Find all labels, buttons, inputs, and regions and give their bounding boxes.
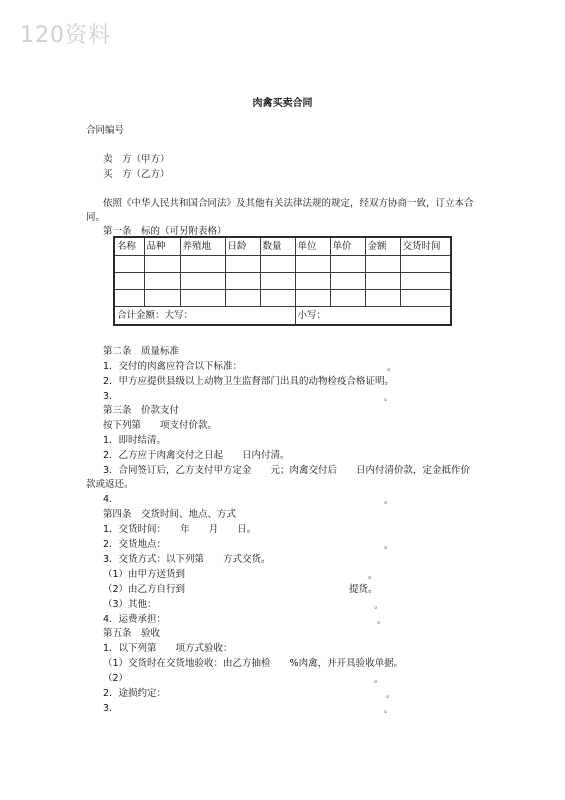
- article-4-item-3: 3．交货方式：以下列第 方式交货。: [103, 554, 271, 565]
- blank-end-mark: 。: [384, 705, 394, 715]
- blank-end-mark: 。: [384, 496, 394, 506]
- article-3-item-4: 4．: [103, 494, 119, 505]
- blank-end-mark: 。: [374, 601, 384, 611]
- table-cell: [365, 290, 400, 307]
- blank-end-mark: 。: [387, 363, 397, 373]
- article-3-item-3: 3．合同签订后，乙方支付甲方定金 元；肉禽交付后 日内付清价款，定金抵作价: [103, 465, 471, 476]
- table-header-cell: 名称: [114, 237, 144, 256]
- total-amount-figures-label: 小写：: [295, 307, 451, 326]
- table-cell: [180, 290, 225, 307]
- table-cell: [144, 290, 180, 307]
- table-cell: [260, 273, 295, 290]
- table-cell: [365, 273, 400, 290]
- article-2-item-2: 2．甲方应提供县级以上动物卫生监督部门出具的动物检疫合格证明。: [103, 376, 395, 387]
- table-cell: [225, 273, 260, 290]
- table-cell: [260, 256, 295, 273]
- article-4-title: 第四条 交货时间、地点、方式: [103, 509, 237, 520]
- table-cell: [180, 256, 225, 273]
- table-cell: [114, 273, 144, 290]
- article-5-option-2: （2）: [103, 673, 129, 684]
- article-3-intro: 按下列第 项支付价款。: [103, 420, 218, 431]
- article-3-item-3-cont: 款或返还。: [86, 479, 134, 490]
- article-3-item-1: 1．即时结清。: [103, 435, 167, 446]
- article-2-item-3: 3．: [103, 391, 119, 402]
- table-cell: [400, 256, 451, 273]
- table-header-cell: 金额: [365, 237, 400, 256]
- article-1-title: 第一条 标的（可另附表格）: [103, 226, 227, 237]
- contract-number-label: 合同编号: [86, 125, 125, 136]
- article-4-item-4: 4．运费承担：: [103, 614, 167, 625]
- table-header-cell: 日龄: [225, 237, 260, 256]
- table-cell: [295, 273, 330, 290]
- table-cell: [225, 290, 260, 307]
- article-2-item-1: 1．交付的肉禽应符合以下标准：: [103, 361, 243, 372]
- table-cell: [330, 256, 365, 273]
- blank-end-mark: 。: [384, 541, 394, 551]
- table-total-row: [114, 307, 451, 326]
- article-5-title: 第五条 验收: [103, 628, 161, 639]
- table-cell: [180, 273, 225, 290]
- blank-end-mark: 。: [377, 616, 387, 626]
- table-cell: [114, 290, 144, 307]
- article-5-item-2: 2．途损约定：: [103, 688, 167, 699]
- blank-end-mark: 。: [384, 393, 394, 403]
- article-4-option-1: （1）由甲方送货到: [103, 569, 186, 580]
- table-header-cell: 交货时间: [400, 237, 451, 256]
- article-3-title: 第三条 价款支付: [103, 405, 180, 416]
- table-header-cell: 数量: [260, 237, 295, 256]
- article-4-option-2-end: 提货。: [349, 584, 378, 595]
- table-header-cell: 品种: [144, 237, 180, 256]
- table-cell: [225, 256, 260, 273]
- article-2-title: 第二条 质量标准: [103, 346, 180, 357]
- blank-end-mark: 。: [368, 571, 378, 581]
- document-title: 肉禽买卖合同: [252, 98, 313, 109]
- intro-line-2: 同。: [86, 212, 106, 223]
- table-cell: [365, 256, 400, 273]
- table-cell: [330, 273, 365, 290]
- table-cell: [114, 256, 144, 273]
- seller-label: 卖 方（甲方）: [103, 154, 170, 165]
- table-cell: [295, 290, 330, 307]
- article-3-item-2: 2．乙方应于肉禽交付之日起 日内付清。: [103, 450, 290, 461]
- total-amount-uppercase-label: 合计金额：大写：: [114, 307, 295, 326]
- table-cell: [260, 290, 295, 307]
- blank-end-mark: 。: [386, 690, 396, 700]
- article-5-item-1: 1．以下列第 项方式验收：: [103, 643, 233, 654]
- table-row: [114, 290, 451, 307]
- article-5-item-3: 3．: [103, 703, 119, 714]
- table-cell: [330, 290, 365, 307]
- table-cell: [144, 273, 180, 290]
- table-cell: [400, 273, 451, 290]
- article-4-item-2: 2．交货地点：: [103, 539, 167, 550]
- article-4-option-3: （3）其他：: [103, 599, 157, 610]
- table-row: [114, 256, 451, 273]
- intro-line-1: 依照《中华人民共和国合同法》及其他有关法律法规的规定，经双方协商一致，订立本合: [103, 198, 474, 209]
- blank-end-mark: 。: [374, 675, 384, 685]
- article-4-option-2: （2）由乙方自行到: [103, 584, 186, 595]
- table-header-cell: 单位: [295, 237, 330, 256]
- table-header-cell: 单价: [330, 237, 365, 256]
- article-4-item-1: 1．交货时间： 年 月 日。: [103, 524, 257, 535]
- table-header-row: [114, 237, 451, 256]
- article-5-option-1: （1）交货时在交货地验收：由乙方抽检 %肉禽，并开具验收单据。: [103, 658, 404, 669]
- table-row: [114, 273, 451, 290]
- table-cell: [400, 290, 451, 307]
- subject-matter-table: [113, 236, 452, 326]
- watermark: 120资料: [20, 23, 111, 48]
- table-header-cell: 养殖地: [180, 237, 225, 256]
- table-cell: [144, 256, 180, 273]
- buyer-label: 买 方（乙方）: [103, 169, 170, 180]
- table-cell: [295, 256, 330, 273]
